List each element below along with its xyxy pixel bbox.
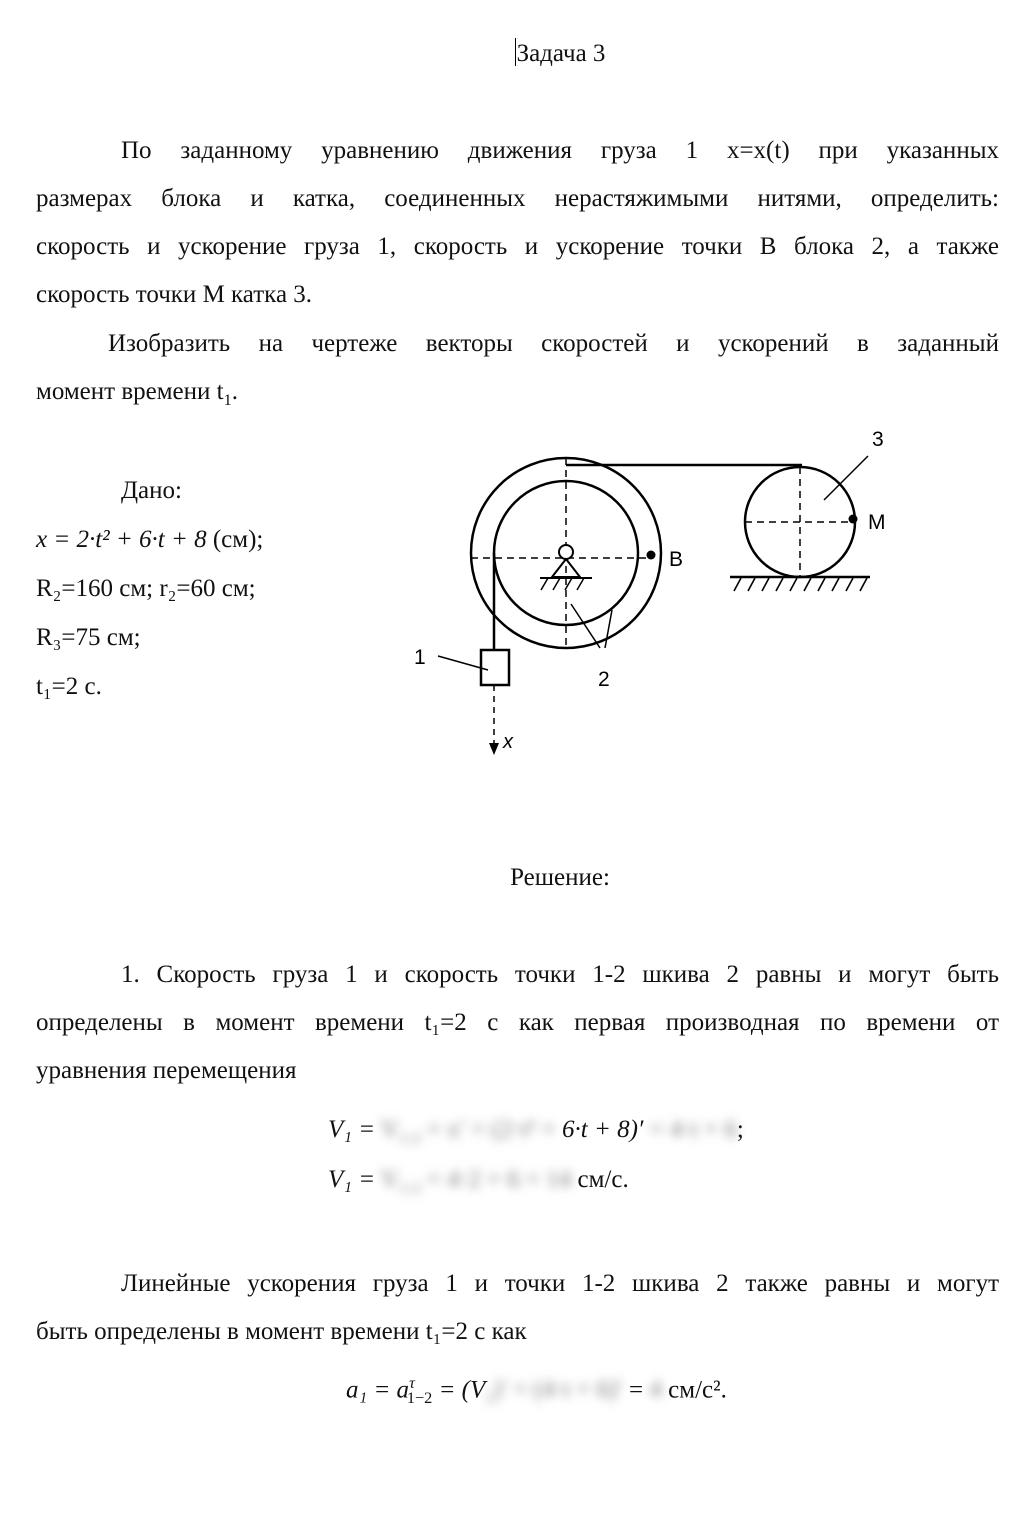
problem-line: Изобразить на чертеже векторы скоростей и ускорений в заданный (108, 330, 999, 357)
problem-line: скорость точки M катка 3. (36, 281, 313, 308)
blurred-formula-part: $V_{1-2} = 4\cdot 2 + 6 = 14$ (380, 1166, 572, 1197)
text-cursor (515, 38, 516, 66)
formula-acceleration: $a_1 = a^\tau_{1-2} = (V_1)' = (4\cdot t + 6)' = 4$ см/с². (346, 1374, 727, 1408)
pivot-hinge (559, 545, 573, 559)
given-radii-2: R₂=160 см; r₂=60 см; (36, 575, 256, 602)
problem-line: размерах блока и катка, соединенных нерастяжимыми нитями, определить: (36, 185, 999, 212)
blurred-formula-part: 4 (649, 1376, 662, 1404)
problem-line-last: момент времени $t_1$. (36, 378, 238, 409)
solution-line: Линейные ускорения груза 1 и точки 1-2 шкива 2 также равны и могут (121, 1270, 999, 1297)
blurred-formula-part: = 4·t + 6 (649, 1116, 737, 1143)
label-m: M (868, 511, 886, 534)
solution-heading: Решение: (510, 864, 610, 891)
blurred-formula-part: $V_{1-2} = x' = (2\cdot t^2$ + (380, 1116, 556, 1147)
point-b-marker (647, 551, 656, 560)
problem-paragraph-2 (36, 320, 999, 424)
x-axis-arrow (489, 743, 499, 755)
solution-line: быть определены в момент времени t₁=2 с как (36, 1318, 527, 1345)
label-1: 1 (414, 646, 426, 669)
problem-line: По заданному уравнению движения груза 1 x=x(t) при указанных (121, 137, 999, 164)
document-title: Задача 3 (516, 40, 606, 67)
solution-line: уравнения перемещения (36, 1057, 297, 1084)
problem-line: скорость и ускорение груза 1, скорость и ускорение точки B блока 2, а также (36, 233, 999, 260)
formula-velocity-value: $V_1 = V_{1-2} = 4\cdot 2 + 6 = 14$ см/с. (328, 1166, 629, 1197)
given-block (36, 466, 263, 711)
solution-line: определены в момент времени t₁=2 с как первая производная по времени от (36, 1009, 999, 1036)
mechanism-diagram (400, 420, 900, 770)
solution-paragraph-1 (36, 951, 999, 1095)
solution-paragraph-2 (36, 1260, 999, 1356)
solution-line: 1. Скорость груза 1 и скорость точки 1-2 шкива 2 равны и могут быть (121, 961, 999, 988)
given-time: t₁=2 с. (36, 673, 102, 700)
label-2: 2 (598, 668, 610, 691)
formula-velocity-derivative: $V_1 = V_{1-2} = x' = (2\cdot t^2 + 6\cdot t + 8)' = 4\cdot t + 6$; (328, 1116, 744, 1147)
label-x: x (503, 731, 513, 753)
label-b: B (669, 548, 684, 571)
ground-hatching (734, 578, 867, 591)
load-1-box (481, 650, 509, 685)
given-radius-3: R₃=75 см; (36, 624, 141, 651)
label-2-leader-a (571, 604, 600, 648)
label-2-leader-b (605, 610, 612, 648)
blurred-formula-part: $_1$)′ = (4·t + 6)′ (485, 1376, 623, 1408)
label-3: 3 (872, 428, 884, 451)
given-label: Дано: (121, 477, 182, 504)
given-equation: x = 2·t² + 6·t + 8 (см); (36, 526, 264, 553)
problem-paragraph-1 (36, 127, 999, 319)
point-m-marker (849, 515, 858, 524)
